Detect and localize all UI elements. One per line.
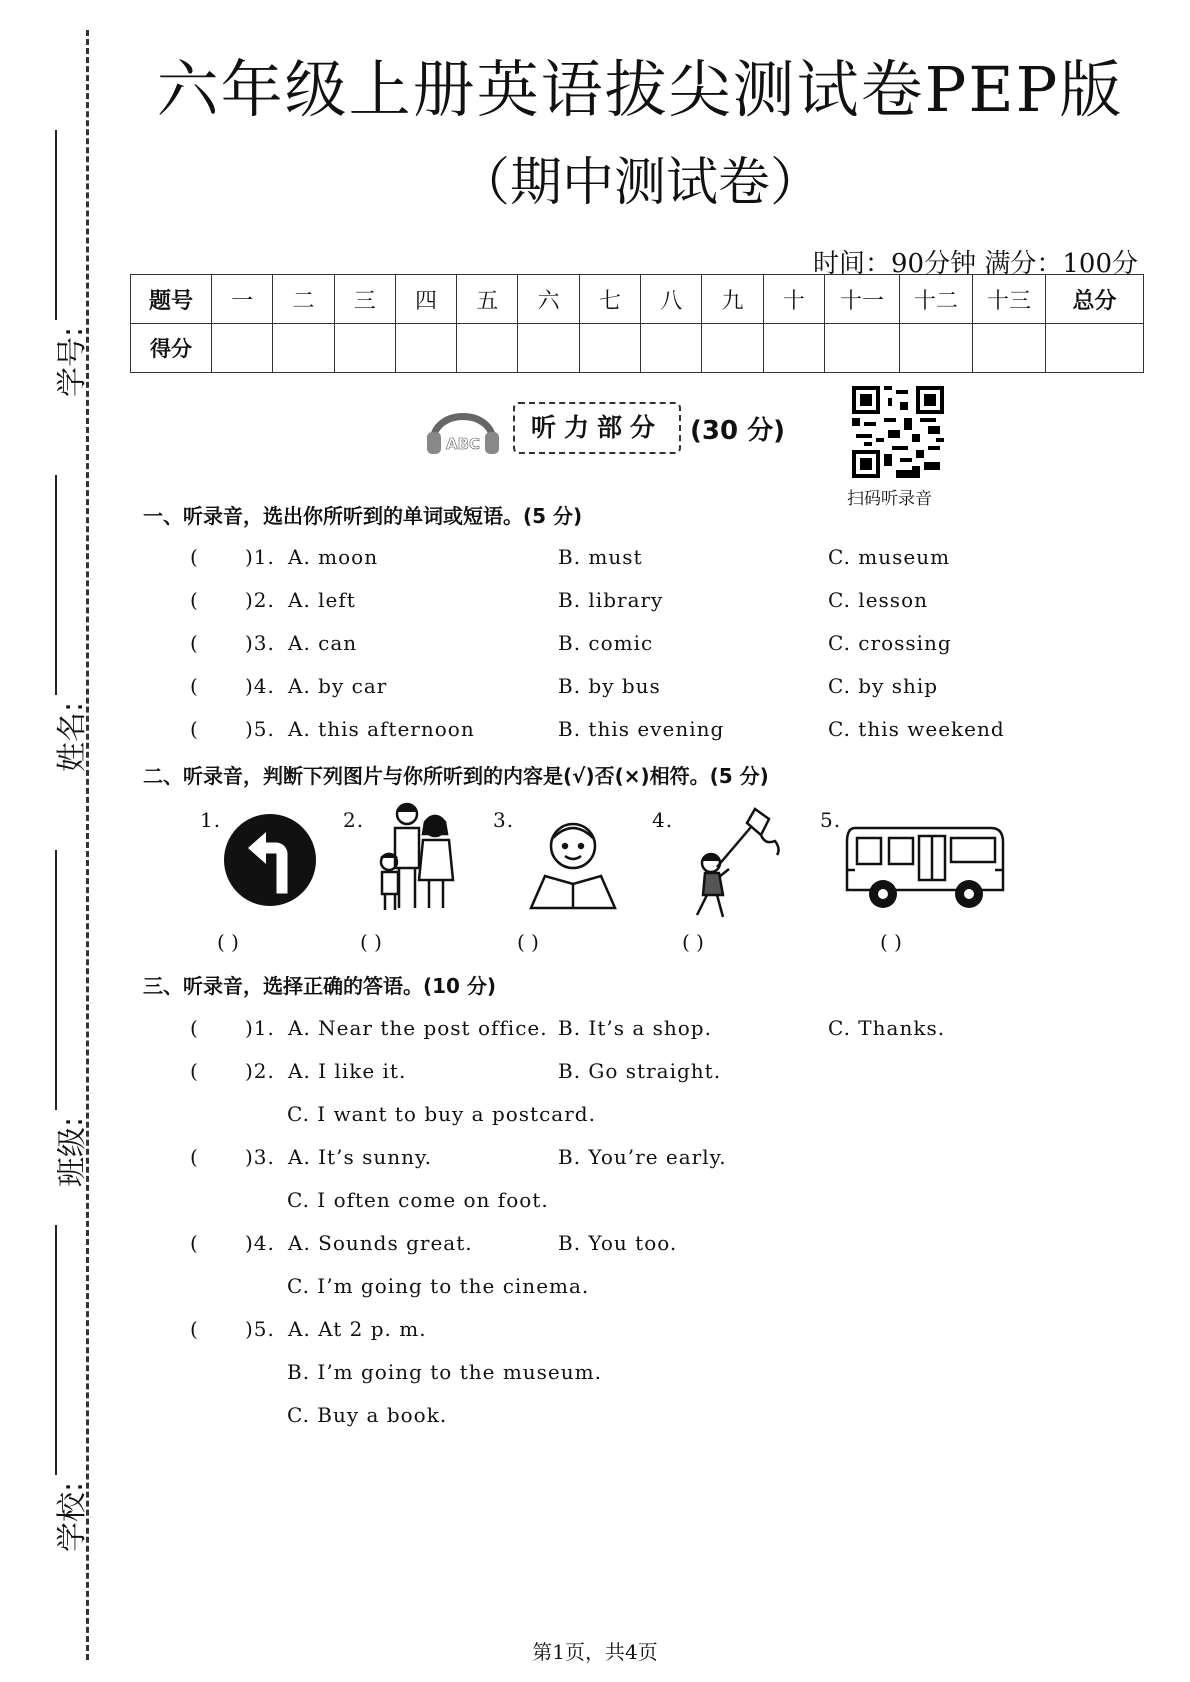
option-b: B. this evening (558, 717, 725, 741)
boy-reading-icon (523, 818, 623, 914)
option-b: B. Go straight. (558, 1059, 722, 1083)
school-field[interactable] (20, 1225, 91, 1555)
option-c: C. Buy a book. (287, 1403, 448, 1427)
score-cell[interactable] (702, 324, 763, 373)
score-col-9: 九 (702, 275, 763, 324)
question-number: )2. (245, 1059, 275, 1083)
student-id-label: 学号: (55, 326, 91, 398)
option-a: A. by car (288, 674, 388, 698)
score-col-3: 三 (334, 275, 395, 324)
option-b: B. I’m going to the museum. (287, 1360, 602, 1384)
picture-answer-2[interactable]: ( ) (360, 930, 382, 954)
answer-paren[interactable]: ( (190, 1145, 198, 1169)
answer-paren[interactable]: ( (190, 1059, 198, 1083)
option-c: C. lesson (828, 588, 928, 612)
option-a: A. I like it. (288, 1059, 407, 1083)
headphones-abc-text: ABC (445, 435, 481, 453)
exam-meta: 时间：90分钟 满分：100分 (813, 249, 1138, 279)
score-table-row1-label: 题号 (131, 275, 212, 324)
option-c: C. museum (828, 545, 951, 569)
score-cell[interactable] (518, 324, 579, 373)
question-number: )1. (245, 1016, 275, 1040)
score-table (130, 274, 1144, 373)
score-cell[interactable] (273, 324, 334, 373)
school-label: 学校: (55, 1481, 91, 1553)
answer-paren[interactable]: ( (190, 1016, 198, 1040)
question-number: )4. (245, 1231, 275, 1255)
question-number: )3. (245, 1145, 275, 1169)
score-col-2: 二 (273, 275, 334, 324)
option-a: A. this afternoon (288, 717, 475, 741)
turn-left-sign-icon (222, 812, 318, 908)
score-cell[interactable] (973, 324, 1046, 373)
score-cell[interactable] (395, 324, 456, 373)
option-a: A. moon (288, 545, 379, 569)
option-a: A. It’s sunny. (288, 1145, 432, 1169)
score-cell[interactable] (579, 324, 640, 373)
class-field[interactable] (20, 850, 91, 1188)
option-a: A. Near the post office. (288, 1016, 548, 1040)
answer-paren[interactable]: ( (190, 674, 198, 698)
cut-line (86, 30, 89, 1660)
qr-caption: 扫码听录音 (847, 489, 932, 509)
page-footer: 第1页，共4页 (532, 1640, 658, 1664)
picture-answer-5[interactable]: ( ) (880, 930, 902, 954)
option-b: B. It’s a shop. (558, 1016, 712, 1040)
name-line (55, 475, 57, 695)
page-title: 六年级上册英语拔尖测试卷PEP版 (156, 53, 1124, 126)
score-table-score-row (131, 324, 1144, 373)
section2-title: 二、听录音，判断下列图片与你所听到的内容是(√)否(×)相符。(5 分) (143, 764, 769, 788)
option-c: C. this weekend (828, 717, 1005, 741)
family-icon (375, 800, 465, 915)
option-b: B. comic (558, 631, 654, 655)
score-col-11: 十一 (825, 275, 900, 324)
answer-paren[interactable]: ( (190, 545, 198, 569)
picture-answer-3[interactable]: ( ) (517, 930, 539, 954)
class-label: 班级: (55, 1116, 91, 1188)
answer-paren[interactable]: ( (190, 631, 198, 655)
option-a: A. At 2 p. m. (288, 1317, 427, 1341)
question-number: )5. (245, 1317, 275, 1341)
score-cell[interactable] (334, 324, 395, 373)
option-c: C. I often come on foot. (287, 1188, 549, 1212)
school-line (55, 1225, 57, 1475)
picture-label-5: 5. (820, 808, 842, 832)
score-col-10: 十 (763, 275, 824, 324)
answer-paren[interactable]: ( (190, 1317, 198, 1341)
class-line (55, 850, 57, 1110)
score-col-7: 七 (579, 275, 640, 324)
girl-kite-icon (683, 805, 783, 923)
qr-code-icon (852, 386, 944, 478)
option-a: A. left (288, 588, 356, 612)
option-b: B. You’re early. (558, 1145, 727, 1169)
score-cell[interactable] (900, 324, 973, 373)
student-id-line (55, 130, 57, 320)
headphones-icon (423, 398, 503, 456)
option-c: C. by ship (828, 674, 939, 698)
score-col-4: 四 (395, 275, 456, 324)
option-b: B. must (558, 545, 643, 569)
name-label: 姓名: (55, 701, 91, 773)
option-a: A. can (288, 631, 358, 655)
picture-label-3: 3. (493, 808, 515, 832)
listening-points: (30 分) (690, 416, 785, 446)
score-table-row2-label: 得分 (131, 324, 212, 373)
answer-paren[interactable]: ( (190, 1231, 198, 1255)
picture-answer-4[interactable]: ( ) (682, 930, 704, 954)
option-b: B. by bus (558, 674, 661, 698)
option-c: C. crossing (828, 631, 952, 655)
score-cell-total[interactable] (1046, 324, 1144, 373)
score-col-total: 总分 (1046, 275, 1144, 324)
picture-answer-1[interactable]: ( ) (217, 930, 239, 954)
question-number: )5. (245, 717, 275, 741)
score-col-1: 一 (212, 275, 273, 324)
picture-label-1: 1. (200, 808, 222, 832)
bus-icon (843, 820, 1008, 912)
score-cell[interactable] (641, 324, 702, 373)
score-col-12: 十二 (900, 275, 973, 324)
score-col-8: 八 (641, 275, 702, 324)
section3-title: 三、听录音，选择正确的答语。(10 分) (143, 974, 497, 998)
question-number: )1. (245, 545, 275, 569)
page-subtitle: （期中测试卷） (457, 153, 822, 213)
score-col-6: 六 (518, 275, 579, 324)
answer-paren[interactable]: ( (190, 588, 198, 612)
option-b: B. library (558, 588, 664, 612)
score-col-5: 五 (457, 275, 518, 324)
name-field[interactable] (20, 475, 91, 773)
question-number: )3. (245, 631, 275, 655)
question-number: )2. (245, 588, 275, 612)
score-table-header-row (131, 275, 1144, 324)
score-cell[interactable] (457, 324, 518, 373)
picture-label-4: 4. (652, 808, 674, 832)
option-a: A. Sounds great. (288, 1231, 473, 1255)
section1-title: 一、听录音，选出你所听到的单词或短语。(5 分) (143, 504, 583, 528)
option-b: B. You too. (558, 1231, 678, 1255)
question-number: )4. (245, 674, 275, 698)
score-col-13: 十三 (973, 275, 1046, 324)
listening-section-label: 听力部分 (513, 402, 681, 454)
option-c: C. I’m going to the cinema. (287, 1274, 590, 1298)
score-cell[interactable] (825, 324, 900, 373)
picture-label-2: 2. (343, 808, 365, 832)
option-c: C. I want to buy a postcard. (287, 1102, 596, 1126)
answer-paren[interactable]: ( (190, 717, 198, 741)
student-id-field[interactable] (20, 130, 91, 398)
score-cell[interactable] (763, 324, 824, 373)
score-cell[interactable] (212, 324, 273, 373)
option-c: C. Thanks. (828, 1016, 946, 1040)
